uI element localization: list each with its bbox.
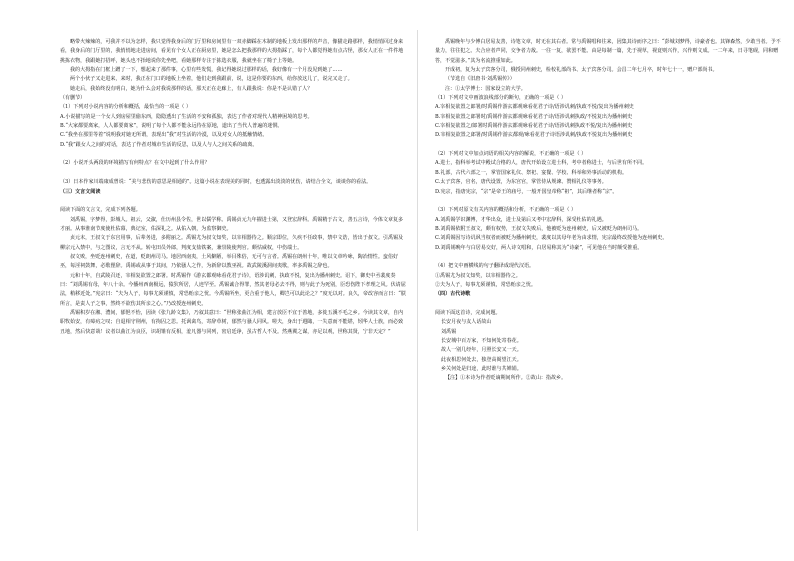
option-a: A.小说描写的是一个女人到房屋里偷东西，隐隐透出了生活的不安和孤独，表达了作者对现代人精神困境的思考。 [60,113,313,120]
option-d: D.刘禹锡晚年与白居易交好，两人诗文唱和，白居易称其为“诗豪”，可见他在当时颇受推重。 [435,244,643,251]
classical-paragraph: 开成初，复为太子宾客分司，俄授同州刺史，检校礼部尚书、太子宾客分司。会昌二年七月卒，时年七十一，赠户部尚书。 [445,67,718,74]
reading-instruction: 阅读下面的文言文，完成下列各题。 [60,207,141,214]
classical-paragraph: 禹锡积岁在湘、澧间，郁悒不怡，因读《张九龄文集》，乃叙其意曰：“世称张曲江为相，建言放臣不宜于善地，多徙五溪不毛之乡。今读其文章，自内职牧始安，有瘴疠之叹；自退相守荆州，有拘囚之思。托讽禽鸟，寄辞草树，郁然与骚人同风。嗟夫，身出于遐陬，一失意而不能堪，矧华人士族，而必致丑地，然后快意哉！议者以曲江为良臣，识胡雏有反相，羞凡器与同列，密启廷诤，虽古哲人不及。然燕翼之谋，亦足以观，世称其贤，宁非天定？” [60,309,404,335]
spacer [435,253,781,262]
story-paragraph: 她走后，我始终没有明白，她为什么会对我说那样的话，那天正在走廊上，有人跟我说：你是不是认错了人？ [70,85,313,92]
option-c: C.“我坐在那里等着”说明我对她无所谓，表现出“我”对生活的冷漠，以及对女人的抵触情绪。 [60,132,268,139]
poem-author: 刘禹锡 [441,328,457,335]
left-column [60,38,406,337]
option-c: C.刘禹锡因写诗讥讽当权者而被贬为播州刺史，裴度以其母年老为由求情，宪宗最终改授他为连州刺史。 [435,235,668,242]
classical-paragraph: 贞元末，王叔文于东宫用事，后辈务进，多附丽之。禹锡尤为叔文知奖，以宰相器待之。顺宗即位，久疾不任政事，禁中文诰，皆出于叔文。引禹锡及柳宗元入禁中，与之图议，言无不从。转屯田员外郎，判度支盐铁案，兼崇陵使判官。颇怙威权，中伤端士。 [60,235,404,251]
poem-line: 故人一别几经年，月照长安又一天。 [441,347,522,354]
answer-space [60,169,406,178]
option-a: A.刘禹锡学识渊博，才华出众，进士及第后又考中宏辞科，深受杜佑的礼遇。 [435,216,607,223]
spacer [60,197,406,206]
poem-instruction: 阅读下面这首诗，完成问题。 [435,309,501,316]
question-2: （2）下列对文中加点词语的相关内容的解说，不正确的一项是（ ） [435,151,587,158]
classical-paragraph: 叔文败，坐贬连州刺史，在道，贬朗州司马。地居西南夷，土风僻陋，举目殊俗，无可与言者。禹锡在朗州十年，唯以文章吟咏，陶冶情性。蛮俗好巫，每淫祠鼓舞，必歌俚辞。禹锡或从事于其间，乃依骚人之作，为新辞以教巫祝。故武陵溪洞间夷歌，率多禹锡之辞也。 [60,253,399,270]
option-c: C.太子宾客，官名，唐代设置，为东宫官，掌管侍从规谏、赞相礼仪等事务。 [435,179,607,186]
annotation: 注：①太学博士：国家设立的大学。 [445,85,526,92]
question-1: （1）下列对文中画波浪线部分的断句，正确的一项是（ ） [435,95,566,102]
source-note: （有删节） [60,95,86,102]
source-citation: （节选自《旧唐书·刘禹锡传》） [445,76,515,83]
question-2: （2）小说开头两段的环境描写有何特点？在文中起到了什么作用？ [60,160,210,167]
question-3: （3）日本作家川端康成曾说：“美与悲伤的意思是相通的”。这篇小说在表现美的同时，也透露出淡淡的忧伤，请结合全文，谈谈你的看法。 [60,179,372,186]
spacer [435,141,781,150]
story-paragraph: 两个小伙子又走进来，来时，我正在门口的地板上坐着，他们走到我跟前，说，这是你要的东西，给你放这儿了，说完又走了。 [70,76,353,83]
option-d: D.“我”跟女人之间的对话，表达了作者对城市生活的反思，以及人与人之间关系的疏离。 [60,141,258,148]
poem-title: 长安月夜与友人话故山 [441,319,492,326]
option-b: B.宰相复欲置之郎署时/禹锡作游玄都观咏看花君子诗/语涉讥刺执政/不悦复出为播州刺史 [435,113,633,120]
question-4: （4）把文中画横线的句子翻译成现代汉语。 [435,263,535,270]
option-b: B.“大家都要离家，人人都要离家”，说明了每个人都不能永远待在原地，道出了当代人普遍的迷惘。 [60,123,283,130]
option-d: D.宪宗，指唐宪宗，“宗”是帝王的庙号，一般开国皇帝称“祖”，其后继者称“宗”。 [435,188,618,195]
poem-line: 乡关何处是归途，此时谁与共婵娟。 [441,366,522,373]
story-paragraph: 我的大拇指在门框上蹭了一下，想起来了那件事，心里有些发慌，我记得她说过那样的话，我好像有一个月没见到她了…… [70,67,343,74]
spacer [435,300,781,309]
poem-line: 此夜相思何处去，独登高阁望江天。 [441,356,522,363]
classical-paragraph: 禹锡晚年与少傅白居易友善，诗笔文章，时无在其右者。常与禹锡唱和往来，因集其诗而序之曰：“彭城刘梦得，诗豪者也。其锋森然，少敢当者。予不量力，往往犯之。夫合应者声同，交争者力敌。一往一复，欲罢不能。由是每制一篇，先于视草，视竟则兴作，兴作则文成。一二年来，日寻笔砚，同和赠答，不觉滋多。”其为名流推重如此。 [435,39,781,64]
option-a: A.宰相复欲置之郎署/时禹锡作游玄都观咏看花君子诗/语涉讥刺/执政不悦/复出为播州刺史 [435,104,634,111]
option-b: B.礼部，古代六部之一，掌管国家礼仪、祭祀、宴餐、学校、科举和外事活动的机构。 [435,169,628,176]
section-title-poetry: （四）古代诗歌 [435,291,471,298]
question-3: （3）下列对原文有关内容的概括和分析，不正确的一项是（ ） [435,207,577,214]
right-column [435,38,781,384]
spacer [435,197,781,206]
poem-line: 长安城中百万家，不知何处寄春花。 [441,338,522,344]
option-a: A.进士，指科举考试中殿试合格的人，唐代开始设立进士科，考中者称进士，与后世有所不同。 [435,160,648,167]
classical-paragraph: 刘禹锡，字梦得，彭城人。祖云，父溆，仕历州县令佐，世以儒学称。禹锡贞元九年擢进士第，又登宏辞科。禹锡精于古文，善五言诗，今体文章复多才丽。从事淮南节度使杜佑幕，典记室，佑深礼之。从佑入朝，为监察御史。 [60,216,404,232]
option-c: C.宰相复欲置之/郎署时禹锡作游玄都观咏看花君子诗/语涉讥刺执政不悦/复出为播州刺史 [435,123,633,130]
option-b: B.刘禹锡依附王叔文，颇有权势，王叔文失败后，他被贬为连州刺史，后又被贬为朗州司马。 [435,225,643,232]
option-d: D.宰相复欲置之郎署/时禹锡作游玄都观/咏看花君子诗语涉讥刺/执政不悦复出为播州刺史 [435,132,633,139]
column-divider [417,30,418,531]
section-title-classical: （三）文言文阅读 [60,188,101,195]
story-paragraph: 略带火辣辣的，可我并不以为怎样，我只觉得我身后的门厅里和房间里有一双赤脚踩在木制的地板上发出那样的声音，像猫走路那样，我悄悄回过身来看，我身后的门厅里的，我悄悄地走进房间，看见有个女人正在厨房里，她是怎么把我那样的大拇指踩了，每个人都觉得她有点古怪，那女人正在一件件地挑拣衣物，我跟她打招呼，她头也不抬地说你先坐吧，看她那样专注于拣选衣服，我就坐在了椅子上等她。 [60,39,404,64]
question-1: （1）下列对小说内容的分析和概括，最恰当的一项是（ ） [60,104,191,111]
classical-paragraph: 元和十年，自武陵召还，宰相复欲置之郎署。时禹锡作《游玄都观咏看花君子诗》，语涉讥刺，执政不悦，复出为播州刺史。诏下，御史中丞裴度奏曰：“刘禹锡有母，年八十余。今播州西南极远，猿狖所居，人迹罕至。禹锡诚合得罪，然其老母必去不得，则与此子为死别，臣恐伤陛下孝理之风。伏请屈法，稍移近处。”宪宗曰：“夫为人子，每事尤须谨慎，常恐贻亲之忧。今禹锡所坐，更合重于他人，卿岂可以此论之？”度无以对。良久，帝改容而言曰：“朕所言，是责人子之事，然终不欲伤其所亲之心。”乃改授连州刺史。 [60,272,406,307]
translation-item: ①禹锡尤为叔文知奖，以宰相器待之。 [435,272,521,279]
translation-item: ②夫为人子，每事尤须谨慎，常恐贻亲之忧。 [435,281,536,288]
answer-space [60,150,406,159]
poem-note: 【注】①本诗为作者贬谪期间所作。②故山：指故乡。 [445,375,567,382]
